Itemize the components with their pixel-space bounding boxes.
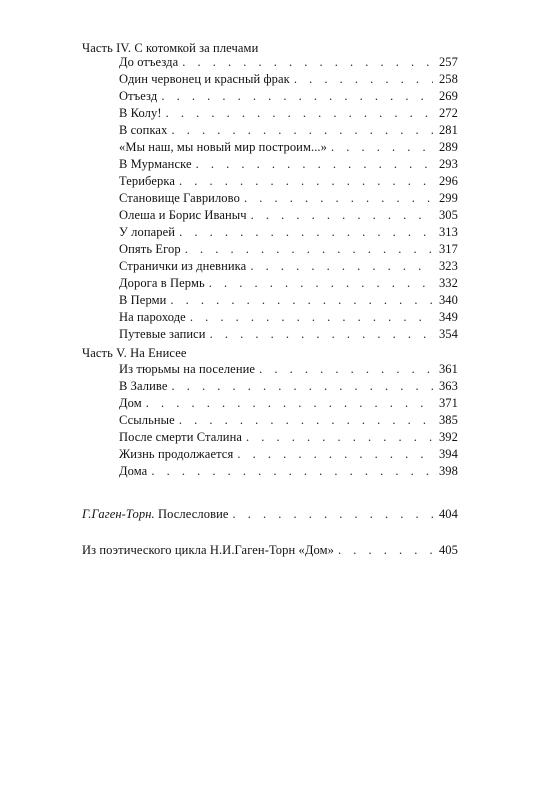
entry-page-number: 354 [438,327,458,341]
toc-entry [119,71,458,87]
entry-page-number: 405 [438,543,458,557]
entry-page-number: 323 [438,259,458,273]
entry-page-number: 299 [438,191,458,205]
dot-leader [250,258,433,274]
dot-leader [161,88,433,104]
toc-entry [119,429,458,445]
entry-page-number: 363 [438,379,458,393]
dot-leader [146,395,433,411]
entry-title: Жизнь продолжается [119,447,234,461]
entry-title: Странички из дневника [119,259,247,273]
dot-leader [244,190,433,206]
dot-leader [166,105,433,121]
toc-entry-afterword [82,506,458,522]
entry-title: В сопках [119,123,168,137]
entry-page-number: 293 [438,157,458,171]
entry-page-number: 398 [438,464,458,478]
entry-title: Из тюрьмы на поселение [119,362,256,376]
entry-title: Ссыльные [119,413,175,427]
dot-leader [246,429,433,445]
toc-entry [119,275,458,291]
entry-title: Териберка [119,174,175,188]
dot-leader [294,71,433,87]
entry-page-number: 272 [438,106,458,120]
dot-leader [210,326,433,342]
entry-title: У лопарей [119,225,176,239]
toc-entry [119,122,458,138]
dot-leader [209,275,433,291]
entry-title: На пароходе [119,310,186,324]
toc-entry [119,139,458,155]
toc-entry [119,207,458,223]
entry-page-number: 349 [438,310,458,324]
entry-page-number: 371 [438,396,458,410]
entry-page-number: 404 [438,507,458,521]
toc-entry-poetry [82,542,458,558]
dot-leader [251,207,433,223]
entry-title: «Мы наш, мы новый мир построим...» [119,140,328,154]
toc-entry [119,258,458,274]
entry-title: В Мурманске [119,157,192,171]
part-4-heading: Часть IV. С котомкой за плечами [82,41,259,55]
afterword-author: Г.Гаген-Торн. [82,507,155,521]
entry-title: Опять Егор [119,242,181,256]
entry-page-number: 394 [438,447,458,461]
entry-title: В Колу! [119,106,162,120]
entry-page-number: 257 [438,55,458,69]
entry-title: Олеша и Борис Иваныч [119,208,247,222]
entry-page-number: 317 [438,242,458,256]
dot-leader [179,412,433,428]
toc-entry [119,105,458,121]
entry-page-number: 332 [438,276,458,290]
toc-entry [119,224,458,240]
toc-entry [119,395,458,411]
dot-leader [331,139,433,155]
dot-leader [179,173,433,189]
entry-title: В Перми [119,293,167,307]
entry-title: Один червонец и красный фрак [119,72,290,86]
entry-title: До отъезда [119,55,179,69]
entry-title: Из поэтического цикла Н.И.Гаген-Торн «Дом» [82,543,334,557]
entry-page-number: 392 [438,430,458,444]
toc-entry [119,54,458,70]
dot-leader [172,378,434,394]
entry-title: Дома [119,464,148,478]
dot-leader [259,361,433,377]
entry-title: Отъезд [119,89,158,103]
dot-leader [171,122,433,138]
dot-leader [190,309,433,325]
dot-leader [196,156,433,172]
entry-page-number: 340 [438,293,458,307]
dot-leader [179,224,433,240]
dot-leader [151,463,433,479]
dot-leader [237,446,433,462]
entry-title [82,506,229,522]
entry-page-number: 258 [438,72,458,86]
dot-leader [185,241,433,257]
entry-page-number: 281 [438,123,458,137]
entry-page-number: 305 [438,208,458,222]
toc-entry [119,292,458,308]
entry-page-number: 385 [438,413,458,427]
entry-title: В Заливе [119,379,168,393]
entry-title: Становище Гаврилово [119,191,240,205]
dot-leader [338,542,433,558]
entry-title: Дом [119,396,142,410]
toc-entry [119,173,458,189]
toc-entry [119,412,458,428]
toc-entry [119,326,458,342]
entry-page-number: 289 [438,140,458,154]
entry-page-number: 313 [438,225,458,239]
afterword-title: Послесловие [158,507,229,521]
toc-entry [119,156,458,172]
toc-entry [119,241,458,257]
entry-title: Дорога в Пермь [119,276,205,290]
entry-page-number: 269 [438,89,458,103]
entry-title: Путевые записи [119,327,206,341]
toc-entry [119,361,458,377]
toc-entry [119,446,458,462]
entry-page-number: 361 [438,362,458,376]
dot-leader [170,292,433,308]
toc-entry [119,190,458,206]
entry-title: После смерти Сталина [119,430,243,444]
dot-leader [233,506,433,522]
entry-page-number: 296 [438,174,458,188]
part-5-heading: Часть V. На Енисее [82,346,187,360]
toc-entry [119,463,458,479]
dot-leader [182,54,433,70]
toc-entry [119,309,458,325]
toc-entry [119,88,458,104]
toc-entry [119,378,458,394]
